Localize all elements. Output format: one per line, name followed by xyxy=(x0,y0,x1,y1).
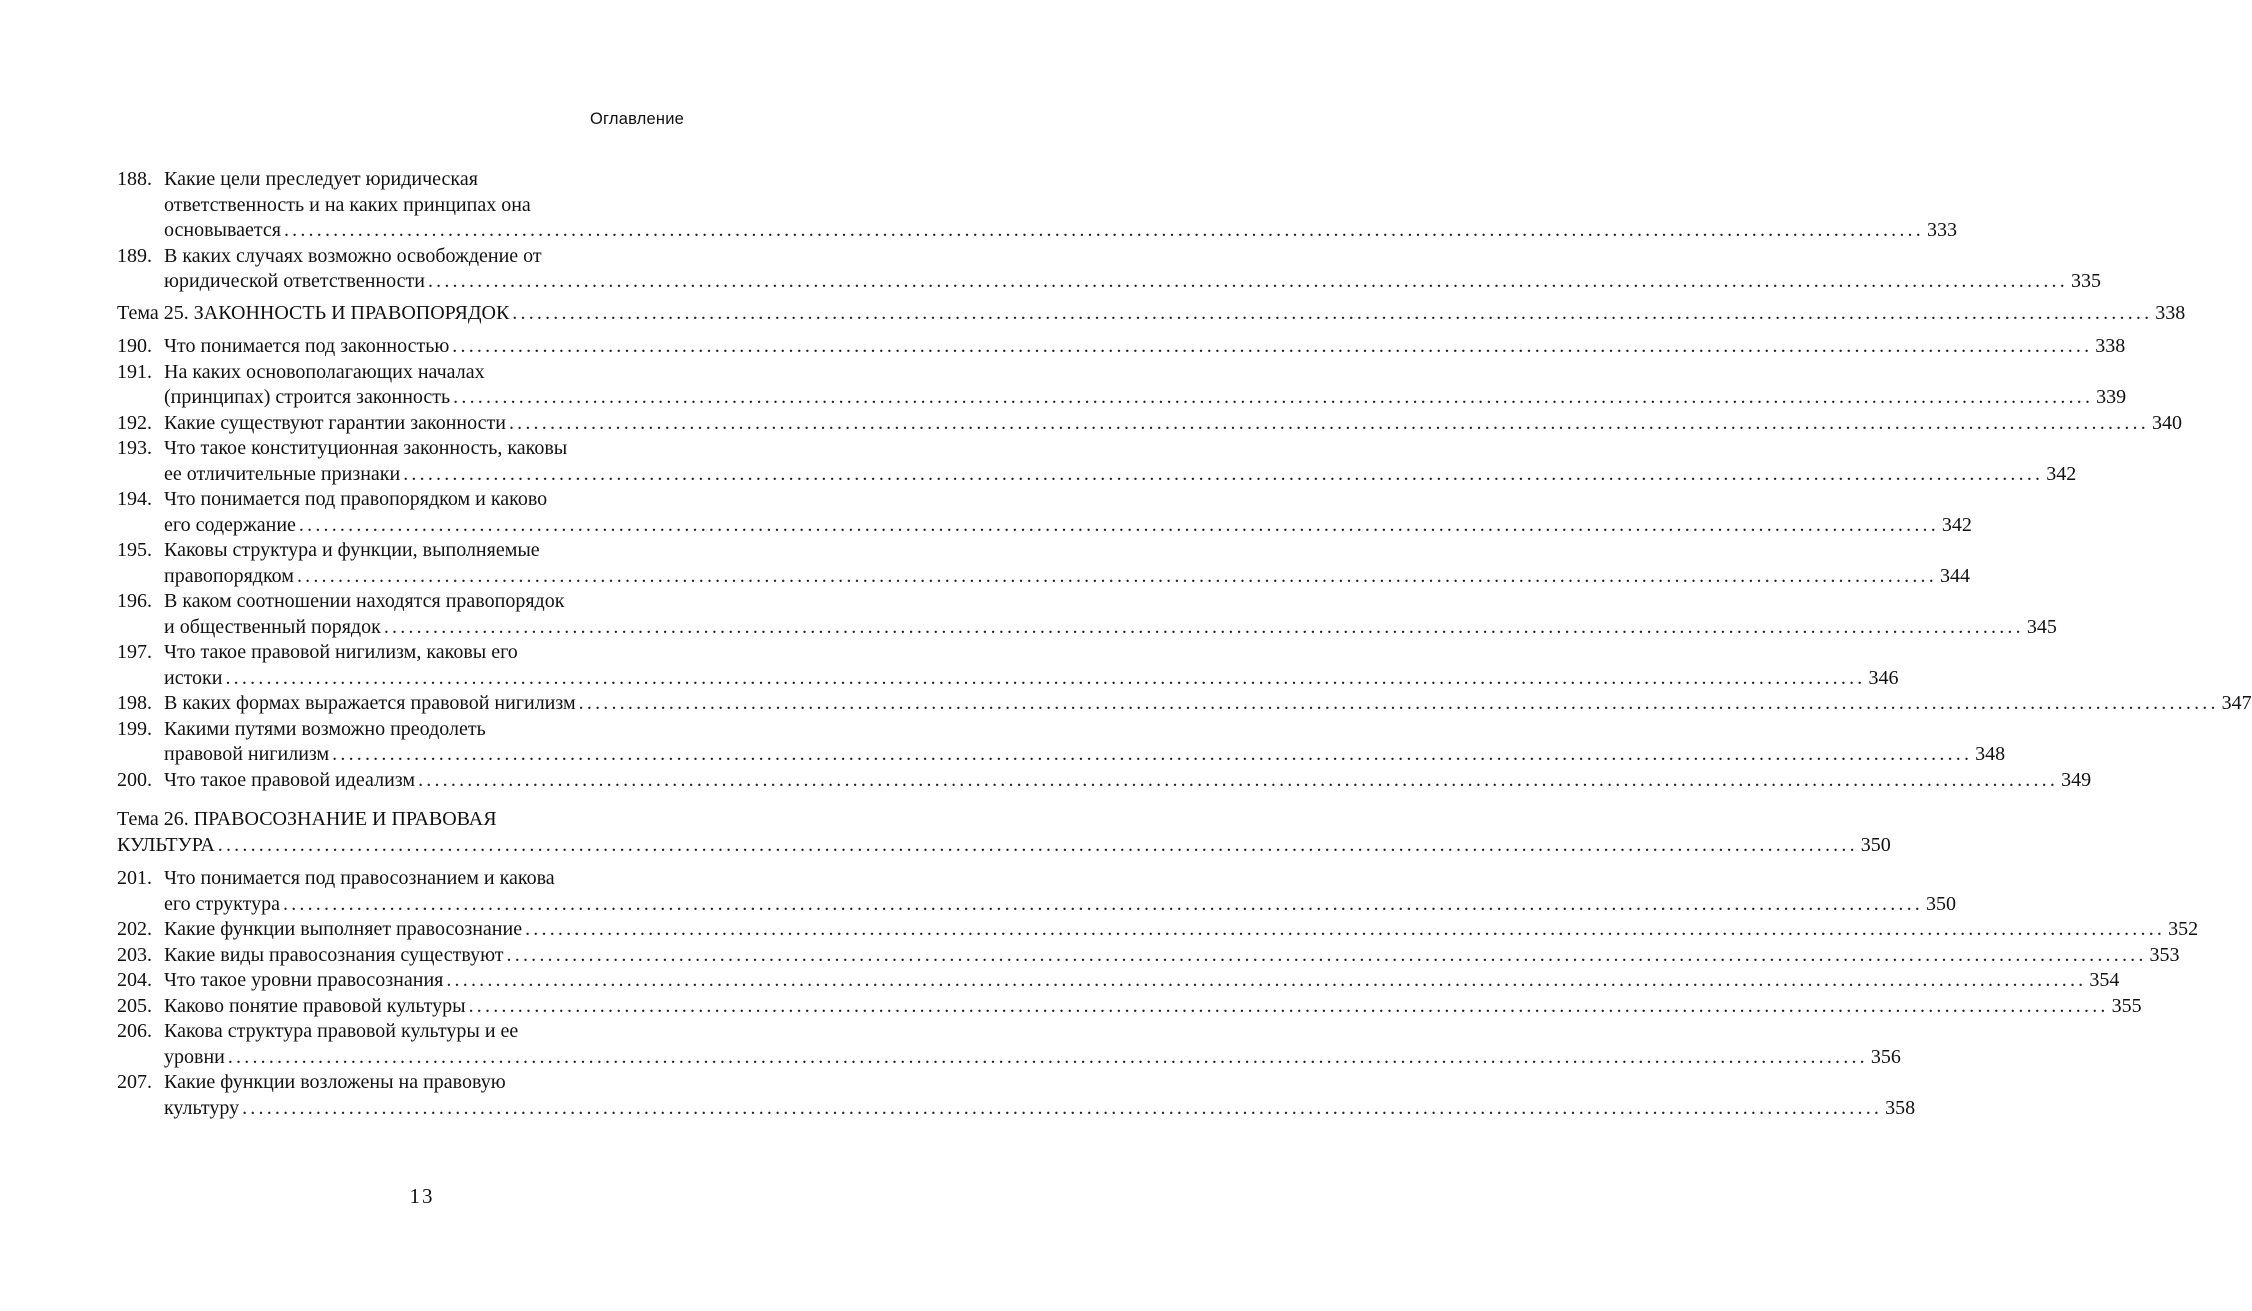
toc-entry xyxy=(117,244,2101,295)
entry-text-wrap xyxy=(117,943,504,969)
entry-number: 207. xyxy=(117,1071,152,1093)
entry-line xyxy=(117,538,683,564)
entry-text-wrap xyxy=(164,742,329,768)
toc-entry xyxy=(117,917,2199,943)
page-ref: 342 xyxy=(1941,513,1972,536)
entry-text-wrap xyxy=(117,968,443,994)
entry-text-wrap xyxy=(164,892,280,918)
entry-title: ее отличительные признаки xyxy=(164,462,401,485)
entry-title: Каково понятие правовой культуры xyxy=(164,994,466,1017)
entry-line xyxy=(117,193,683,219)
dot-leader: ........................................................................................................................................................................................................ xyxy=(242,1096,1883,1119)
entry-text-wrap xyxy=(117,334,449,360)
entry-line xyxy=(117,487,683,513)
topic-title: КУЛЬТУРА xyxy=(117,833,215,856)
page-ref: 350 xyxy=(1860,833,1891,856)
page-ref: 355 xyxy=(2111,994,2142,1017)
entry-number: 202. xyxy=(117,918,152,940)
entry-text-wrap xyxy=(117,807,497,833)
entry-title: (принципах) строится законность xyxy=(164,386,451,408)
entry-line xyxy=(117,640,683,666)
entry-number: 188. xyxy=(117,168,152,190)
entry-text-wrap xyxy=(117,1070,506,1096)
entry-title: Что такое уровни правосознания xyxy=(164,969,444,991)
entry-number: 201. xyxy=(117,867,152,889)
entry-title: истоки xyxy=(164,666,223,689)
page-ref: 352 xyxy=(2168,918,2199,940)
page-ref: 358 xyxy=(1885,1096,1916,1119)
toc-section xyxy=(117,167,2101,295)
page-ref: 335 xyxy=(2070,270,2101,292)
entry-text-wrap xyxy=(164,615,381,641)
entry-number: 206. xyxy=(117,1020,152,1042)
entry-title: В каких случаях возможно освобождение от xyxy=(164,244,542,267)
entry-line xyxy=(117,917,2199,943)
dot-leader: ........................................................................................................................................................................................................ xyxy=(225,666,1866,689)
entry-text-wrap xyxy=(117,167,478,193)
entry-text-wrap xyxy=(117,538,540,564)
toc-entry xyxy=(117,691,2252,717)
entry-line xyxy=(117,691,2252,717)
page-ref: 339 xyxy=(2096,386,2127,408)
entry-text-wrap xyxy=(117,768,415,794)
page-ref: 338 xyxy=(2155,301,2186,324)
topic-line xyxy=(117,807,683,833)
page-ref: 354 xyxy=(2089,969,2120,991)
entry-number: 203. xyxy=(117,943,152,966)
entry-title: Какие виды правосознания существуют xyxy=(164,943,504,966)
entry-text-wrap xyxy=(117,866,555,892)
toc-entries xyxy=(117,167,2101,295)
entry-text-wrap xyxy=(117,436,567,462)
entry-title: Что такое правовой идеализм xyxy=(164,768,416,791)
dot-leader: ........................................................................................................................................................................................................ xyxy=(227,1045,1868,1068)
entry-title: Что такое правовой нигилизм, каковы его xyxy=(164,641,518,663)
entry-line xyxy=(117,462,2077,488)
dot-leader: ........................................................................................................................................................................................................ xyxy=(418,768,2059,791)
dot-leader: ........................................................................................................................................................................................................ xyxy=(506,943,2147,966)
entry-text-wrap xyxy=(117,994,466,1020)
toc-entry xyxy=(117,538,1970,589)
entry-text-wrap xyxy=(164,385,450,411)
toc-entry xyxy=(117,487,1972,538)
entry-line xyxy=(117,866,683,892)
entry-number: 198. xyxy=(117,692,152,714)
table-of-contents xyxy=(117,167,2252,1121)
dot-leader: ........................................................................................................................................................................................................ xyxy=(452,335,2093,357)
page-ref: 338 xyxy=(2095,335,2126,357)
dot-leader: ........................................................................................................................................................................................................ xyxy=(427,270,2068,292)
entry-line xyxy=(117,244,683,270)
entry-number: 199. xyxy=(117,717,152,740)
toc-entry xyxy=(117,968,2120,994)
entry-title: его структура xyxy=(164,892,280,915)
dot-leader: ........................................................................................................................................................................................................ xyxy=(217,833,1858,856)
entry-line xyxy=(117,167,683,193)
page-ref: 348 xyxy=(1975,743,2006,765)
page-ref: 346 xyxy=(1868,666,1899,689)
entry-text-wrap xyxy=(117,833,215,859)
dot-leader: ........................................................................................................................................................................................................ xyxy=(453,386,2094,408)
entry-title: Какова структура правовой культуры и ее xyxy=(164,1020,519,1042)
dot-leader: ........................................................................................................................................................................................................ xyxy=(468,994,2109,1017)
entry-title: культуру xyxy=(164,1096,240,1119)
entry-line xyxy=(117,768,2092,794)
entry-line xyxy=(117,385,2127,411)
toc-entries xyxy=(117,866,2199,1121)
toc-entry xyxy=(117,411,2182,437)
entry-text-wrap xyxy=(117,487,547,513)
topic-title: Тема 25. ЗАКОННОСТЬ И ПРАВОПОРЯДОК xyxy=(117,301,510,324)
entry-line xyxy=(117,666,1899,692)
entry-line xyxy=(117,717,683,743)
entry-line xyxy=(117,360,683,386)
entry-number: 189. xyxy=(117,244,152,267)
entry-line xyxy=(117,615,2057,641)
entry-number: 193. xyxy=(117,437,152,459)
entry-text-wrap xyxy=(117,244,542,270)
page-ref: 333 xyxy=(1926,219,1957,241)
entry-title: его содержание xyxy=(164,513,296,536)
entry-text-wrap xyxy=(164,564,294,590)
entry-title: правопорядком xyxy=(164,564,294,587)
entry-title: В каком соотношении находятся правопорядок xyxy=(164,590,565,612)
entry-text-wrap xyxy=(164,666,222,692)
entry-number: 191. xyxy=(117,360,152,383)
entry-title: ответственность и на каких принципах она xyxy=(164,193,531,216)
running-head: Оглавление xyxy=(590,110,684,128)
entry-line xyxy=(117,334,2126,360)
topic-line xyxy=(117,301,2186,327)
entry-text-wrap xyxy=(117,360,485,386)
entry-line xyxy=(117,269,2101,295)
toc-entry xyxy=(117,436,2077,487)
dot-leader: ........................................................................................................................................................................................................ xyxy=(525,918,2166,940)
toc-entry xyxy=(117,768,2092,794)
entry-title: Какие функции выполняет правосознание xyxy=(164,918,523,940)
entry-title: Каковы структура и функции, выполняемые xyxy=(164,539,540,561)
entry-text-wrap xyxy=(117,589,564,615)
dot-leader: ........................................................................................................................................................................................................ xyxy=(508,411,2149,434)
entry-title: Какие цели преследует юридическая xyxy=(164,168,478,190)
entry-line xyxy=(117,742,2006,768)
toc-entry xyxy=(117,334,2126,360)
dot-leader: ........................................................................................................................................................................................................ xyxy=(383,615,2024,638)
entry-number: 200. xyxy=(117,768,152,791)
page-ref: 345 xyxy=(2026,615,2057,638)
entry-title: юридической ответственности xyxy=(164,270,425,292)
entry-number: 197. xyxy=(117,641,152,663)
entry-line xyxy=(117,994,2142,1020)
page-ref: 344 xyxy=(1939,564,1970,587)
entry-title: основывается xyxy=(164,219,281,241)
entry-number: 190. xyxy=(117,335,152,357)
entry-title: Какие функции возложены на правовую xyxy=(164,1071,506,1093)
toc-entries xyxy=(117,334,2252,793)
entry-text-wrap xyxy=(164,1096,239,1122)
page-ref: 353 xyxy=(2149,943,2180,966)
entry-line xyxy=(117,968,2120,994)
entry-text-wrap xyxy=(164,513,296,539)
entry-title: Какими путями возможно преодолеть xyxy=(164,717,486,740)
toc-entry xyxy=(117,640,1899,691)
toc-entry xyxy=(117,589,2057,640)
entry-line xyxy=(117,411,2182,437)
entry-title: Что понимается под правопорядком и каково xyxy=(164,488,548,510)
entry-text-wrap xyxy=(164,218,281,244)
page-ref: 347 xyxy=(2221,692,2252,714)
entry-line xyxy=(117,564,1970,590)
entry-title: Какие существуют гарантии законности xyxy=(164,411,506,434)
toc-section xyxy=(117,301,2252,794)
entry-line xyxy=(117,589,683,615)
toc-entry xyxy=(117,360,2127,411)
entry-number: 196. xyxy=(117,590,152,612)
page-ref: 350 xyxy=(1926,892,1956,915)
toc-entry xyxy=(117,866,1956,917)
page-ref: 356 xyxy=(1870,1045,1901,1068)
dot-leader: ........................................................................................................................................................................................................ xyxy=(512,301,2153,324)
entry-title: Что понимается под законностью xyxy=(164,335,450,357)
entry-text-wrap xyxy=(164,1045,225,1071)
entry-line xyxy=(117,1096,1916,1122)
dot-leader: ........................................................................................................................................................................................................ xyxy=(283,219,1924,241)
dot-leader: ........................................................................................................................................................................................................ xyxy=(296,564,1937,587)
entry-text-wrap xyxy=(164,462,400,488)
toc-entry xyxy=(117,717,2006,768)
toc-entry xyxy=(117,1019,1901,1070)
topic-title: Тема 26. ПРАВОСОЗНАНИЕ И ПРАВОВАЯ xyxy=(117,808,497,830)
dot-leader: ........................................................................................................................................................................................................ xyxy=(298,513,1939,536)
entry-number: 204. xyxy=(117,969,152,991)
entry-title: Что такое конституционная законность, каковы xyxy=(164,437,568,459)
entry-text-wrap xyxy=(117,1019,518,1045)
entry-text-wrap xyxy=(164,269,425,295)
entry-text-wrap xyxy=(117,411,506,437)
entry-line xyxy=(117,1045,1901,1071)
entry-number: 192. xyxy=(117,411,152,434)
entry-text-wrap xyxy=(117,301,509,327)
entry-line xyxy=(117,892,1956,918)
topic-line xyxy=(117,833,1891,859)
toc-entry xyxy=(117,167,1957,244)
toc-entry xyxy=(117,994,2142,1020)
entry-title: правовой нигилизм xyxy=(164,743,330,765)
toc-entry xyxy=(117,943,2180,969)
toc-section xyxy=(117,807,2199,1121)
page-ref: 340 xyxy=(2151,411,2182,434)
entry-title: уровни xyxy=(164,1045,225,1068)
dot-leader: ........................................................................................................................................................................................................ xyxy=(403,462,2044,485)
page-number: 13 xyxy=(409,1184,435,1208)
entry-title: Что понимается под правосознанием и какова xyxy=(164,867,555,889)
entry-title: На каких основополагающих началах xyxy=(164,360,485,383)
entry-line xyxy=(117,218,1957,244)
page-ref: 342 xyxy=(2046,462,2077,485)
entry-line xyxy=(117,943,2180,969)
entry-text-wrap xyxy=(117,640,518,666)
entry-text-wrap xyxy=(164,193,531,219)
entry-line xyxy=(117,1019,683,1045)
dot-leader: ........................................................................................................................................................................................................ xyxy=(283,892,1923,915)
toc-topic xyxy=(117,301,2186,327)
dot-leader: ........................................................................................................................................................................................................ xyxy=(578,692,2219,714)
entry-text-wrap xyxy=(117,691,576,717)
toc-entry xyxy=(117,1070,1916,1121)
toc-topic xyxy=(117,807,1891,858)
entry-title: и общественный порядок xyxy=(164,615,381,638)
entry-title: В каких формах выражается правовой нигилизм xyxy=(164,692,576,714)
entry-text-wrap xyxy=(117,717,486,743)
entry-line xyxy=(117,513,1972,539)
dot-leader: ........................................................................................................................................................................................................ xyxy=(332,743,1973,765)
entry-number: 194. xyxy=(117,488,152,510)
entry-number: 195. xyxy=(117,539,152,561)
entry-line xyxy=(117,1070,683,1096)
entry-text-wrap xyxy=(117,917,522,943)
dot-leader: ........................................................................................................................................................................................................ xyxy=(446,969,2087,991)
page-ref: 349 xyxy=(2061,768,2092,791)
entry-line xyxy=(117,436,683,462)
entry-number: 205. xyxy=(117,994,152,1017)
